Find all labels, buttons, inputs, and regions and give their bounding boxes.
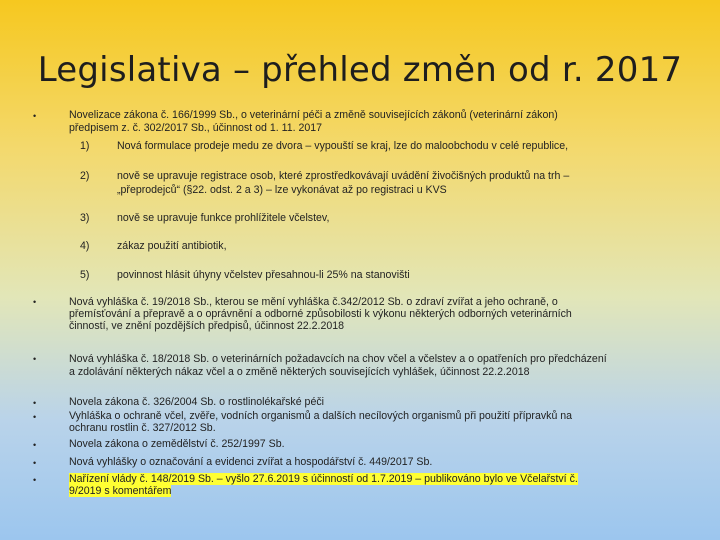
item-number: 3)	[80, 212, 90, 224]
highlighted-text: Nařízení vlády č. 148/2019 Sb. – vyšlo 27.6.2019 s účinností od 1.7.2019 – publikováno bylo ve Včelařství č.	[69, 473, 578, 485]
b5-line2: ochranu rostlin č. 327/2012 Sb.	[69, 422, 216, 434]
b2-line3: činností, ve znění pozdějších předpisů, účinnost 22.2.2018	[69, 320, 345, 332]
bullet-marker: •	[33, 440, 37, 450]
b2-line2: přemísťování a přepravě a o oprávnění a odborné způsobilosti k výkonu některých odborných veterinárních	[69, 308, 572, 320]
bullet-marker: •	[33, 398, 37, 408]
bullet-marker: •	[33, 475, 37, 485]
item-text: Nová formulace prodeje medu ze dvora – vypouští se kraj, lze do maloobchodu v celé republice,	[117, 140, 569, 152]
b1-line2: předpisem z. č. 302/2017 Sb., účinnost od 1. 11. 2017	[69, 122, 323, 134]
b1-line1: Novelizace zákona č. 166/1999 Sb., o veterinární péči a změně souvisejících zákonů (veterinární zákon)	[69, 109, 558, 121]
b6-line: Novela zákona o zemědělství č. 252/1997 Sb.	[69, 438, 285, 450]
highlighted-text: 9/2019 s komentářem	[69, 485, 172, 497]
b8-line1	[69, 473, 578, 486]
bullet-marker: •	[33, 412, 37, 422]
slide-title: Legislativa – přehled změn od r. 2017	[37, 50, 683, 90]
bullet-marker: •	[33, 458, 37, 468]
bullet-marker: •	[33, 354, 37, 364]
item-text: nově se upravuje registrace osob, které zprostředkovávají uvádění živočišných produktů na trh –	[117, 170, 570, 182]
b3-line1: Nová vyhláška č. 18/2018 Sb. o veterinárních požadavcích na chov včel a včelstev a o opatřeních pro předcházení	[69, 353, 607, 365]
b7-line: Nová vyhlášky o označování a evidenci zvířat a hospodářství č. 449/2017 Sb.	[69, 456, 433, 468]
item-number: 1)	[80, 140, 90, 152]
b5-line1: Vyhláška o ochraně včel, zvěře, vodních organismů a dalších necílových organismů při použití přípravků na	[69, 410, 573, 422]
item-text: „přeprodejců“ (§22. odst. 2 a 3) – lze vykonávat až po registraci u KVS	[117, 184, 447, 196]
item-text: povinnost hlásit úhyny včelstev přesahnou-li 25% na stanovišti	[117, 269, 410, 281]
item-number: 2)	[80, 170, 90, 182]
item-number: 5)	[80, 269, 90, 281]
b2-line1: Nová vyhláška č. 19/2018 Sb., kterou se mění vyhláška č.342/2012 Sb. o zdraví zvířat a jeho ochraně, o	[69, 296, 558, 308]
bullet-marker: •	[33, 111, 37, 121]
b3-line2: a zdolávání některých nákaz včel a o změně některých souvisejících vyhlášek, účinnost 22.2.2018	[69, 366, 530, 378]
b8-line2	[69, 485, 171, 498]
bullet-marker: •	[33, 297, 37, 307]
item-text: nově se upravuje funkce prohlížitele včelstev,	[117, 212, 330, 224]
item-number: 4)	[80, 240, 90, 252]
item-text: zákaz použití antibiotik,	[117, 240, 227, 252]
b4-line: Novela zákona č. 326/2004 Sb. o rostlinolékařské péči	[69, 396, 324, 408]
